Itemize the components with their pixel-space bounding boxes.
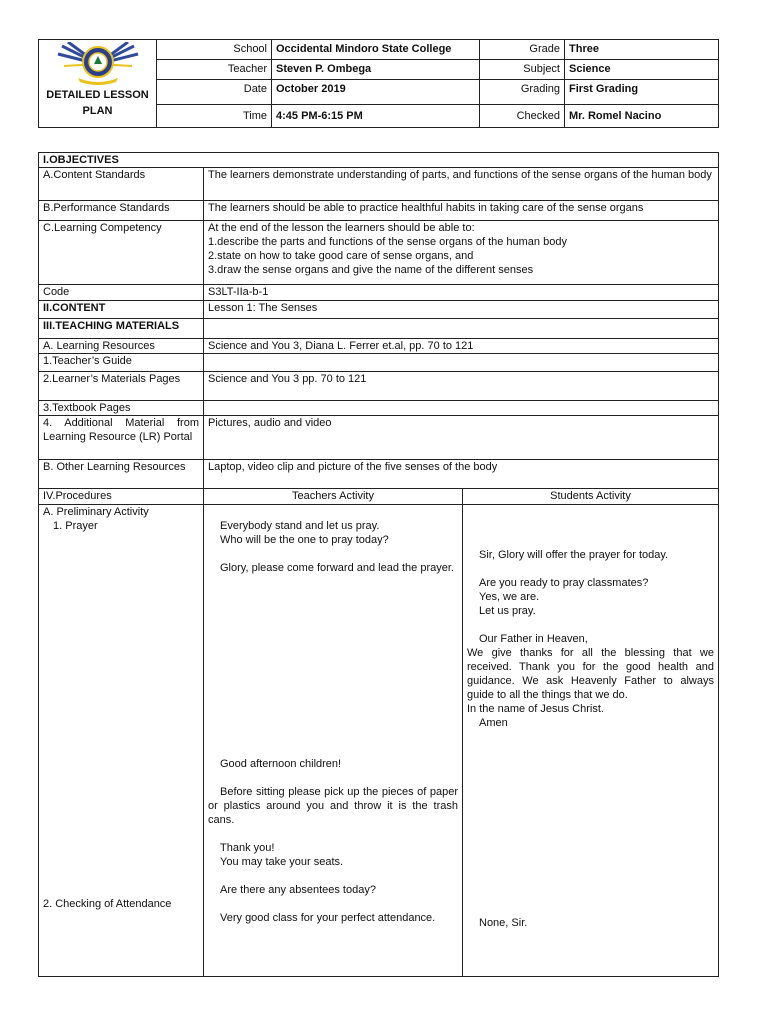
doc-title-line2: PLAN (82, 105, 113, 117)
code-label: Code (39, 285, 204, 301)
teachers-guide-value (204, 354, 719, 372)
teachers-activity-cell (204, 505, 463, 977)
teacher-value: Steven P. Ombega (272, 60, 480, 80)
teacher-line: You may take your seats. (220, 856, 344, 868)
student-line: Amen (479, 717, 508, 729)
learning-competency-label: C.Learning Competency (39, 221, 204, 285)
performance-standards-label: B.Performance Standards (39, 201, 204, 221)
teacher-line: Thank you! (220, 842, 275, 854)
content-standards-value: The learners demonstrate understanding of parts, and functions of the sense organs of the human body (204, 168, 719, 201)
student-line: Sir, Glory will offer the prayer for today. (479, 549, 669, 561)
competency-line: 1.describe the parts and functions of the sense organs of the human body (208, 236, 567, 248)
header-table (38, 39, 719, 128)
logo-cell (39, 40, 157, 128)
teacher-label: Teacher (157, 60, 272, 80)
teacher-line: Before sitting please pick up the pieces of paper or plastics around you and throw it is the trash cans. (208, 786, 458, 826)
grade-label: Grade (480, 40, 565, 60)
additional-material-label: 4. Additional Material from Learning Resource (LR) Portal (39, 416, 204, 460)
procedures-heading: IV.Procedures (39, 489, 204, 505)
date-label: Date (157, 80, 272, 105)
competency-line: 3.draw the sense organs and give the name of the different senses (208, 264, 534, 276)
learners-materials-label: 2.Learner’s Materials Pages (39, 372, 204, 401)
grading-value: First Grading (565, 80, 719, 105)
teachers-activity-header: Teachers Activity (204, 489, 463, 505)
lesson-plan-table (38, 152, 719, 977)
content-heading: II.CONTENT (39, 301, 204, 319)
school-value: Occidental Mindoro State College (272, 40, 480, 60)
time-value: 4:45 PM-6:15 PM (272, 105, 480, 128)
student-line: In the name of Jesus Christ. (467, 703, 604, 715)
teacher-line: Good afternoon children! (220, 758, 342, 770)
code-value: S3LT-IIa-b-1 (204, 285, 719, 301)
learners-materials-value: Science and You 3 pp. 70 to 121 (204, 372, 719, 401)
procedure-steps-cell (39, 505, 204, 977)
student-line: We give thanks for all the blessing that we received. Thank you for the good health and guidance. We ask Heavenly Father to always guide to all the things that we do. (467, 647, 714, 701)
learning-resources-label: A. Learning Resources (39, 339, 204, 354)
textbook-pages-label: 3.Textbook Pages (39, 401, 204, 416)
content-value: Lesson 1: The Senses (204, 301, 719, 319)
students-activity-cell (463, 505, 719, 977)
preliminary-activity-label: A. Preliminary Activity (43, 506, 149, 518)
additional-material-value: Pictures, audio and video (204, 416, 719, 460)
date-value: October 2019 (272, 80, 480, 105)
doc-title-line1: DETAILED LESSON (46, 89, 149, 101)
teacher-line: Very good class for your perfect attendance. (220, 912, 436, 924)
student-line: None, Sir. (479, 917, 528, 929)
student-line: Let us pray. (479, 605, 536, 617)
grade-value: Three (565, 40, 719, 60)
student-line: Yes, we are. (479, 591, 540, 603)
teacher-line: Everybody stand and let us pray. (220, 520, 380, 532)
objectives-heading: I.OBJECTIVES (39, 153, 719, 168)
content-standards-label: A.Content Standards (39, 168, 204, 201)
students-activity-header: Students Activity (463, 489, 719, 505)
time-label: Time (157, 105, 272, 128)
student-line: Are you ready to pray classmates? (479, 577, 649, 589)
learning-competency-value (204, 221, 719, 285)
attendance-label: 2. Checking of Attendance (43, 898, 172, 910)
learning-resources-value: Science and You 3, Diana L. Ferrer et.al, pp. 70 to 121 (204, 339, 719, 354)
prayer-label: 1. Prayer (53, 520, 98, 532)
college-seal-logo (56, 42, 140, 86)
school-label: School (157, 40, 272, 60)
teacher-line: Who will be the one to pray today? (220, 534, 389, 546)
other-resources-value: Laptop, video clip and picture of the five senses of the body (204, 460, 719, 489)
subject-label: Subject (480, 60, 565, 80)
other-resources-label: B. Other Learning Resources (39, 460, 204, 489)
teachers-guide-label: 1.Teacher’s Guide (39, 354, 204, 372)
grading-label: Grading (480, 80, 565, 105)
teaching-materials-value (204, 319, 719, 339)
competency-line: At the end of the lesson the learners should be able to: (208, 222, 475, 234)
subject-value: Science (565, 60, 719, 80)
checked-value: Mr. Romel Nacino (565, 105, 719, 128)
student-line: Our Father in Heaven, (479, 633, 588, 645)
performance-standards-value: The learners should be able to practice healthful habits in taking care of the sense organs (204, 201, 719, 221)
teacher-line: Glory, please come forward and lead the prayer. (220, 562, 454, 574)
textbook-pages-value (204, 401, 719, 416)
teaching-materials-heading: III.TEACHING MATERIALS (39, 319, 204, 339)
teacher-line: Are there any absentees today? (220, 884, 376, 896)
competency-line: 2.state on how to take good care of sense organs, and (208, 250, 474, 262)
checked-label: Checked (480, 105, 565, 128)
